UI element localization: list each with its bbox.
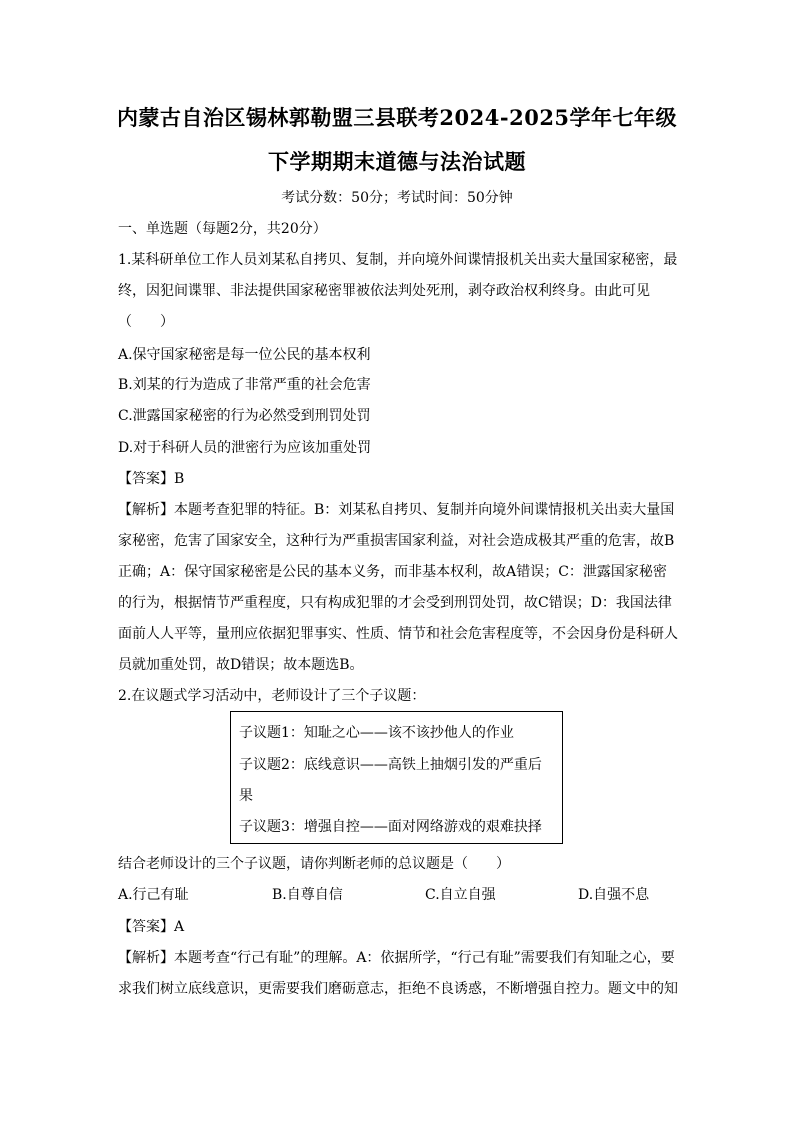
q1-analysis-line: 正确；A：保守国家秘密是公民的基本义务，而非基本权利，故A错误；C：泄露国家秘密 — [118, 564, 667, 580]
q2-analysis-line: 【解析】本题考查“行己有耻”的理解。A：依据所学，“行己有耻”需要我们有知耻之心，要 — [118, 950, 675, 966]
exam-meta: 考试分数：50分；考试时间：50分钟 — [281, 190, 513, 206]
q2-question: 结合老师设计的三个子议题，请你判断老师的总议题是（ ） — [118, 856, 510, 872]
q1-option-c: C.泄露国家秘密的行为必然受到刑罚处罚 — [118, 408, 371, 424]
q2-analysis-line: 求我们树立底线意识，更需要我们磨砺意志，拒绝不良诱惑，不断增强自控力。题文中的知 — [118, 981, 678, 997]
q1-stem-line: 终，因犯间谍罪、非法提供国家秘密罪被依法判处死刑，剥夺政治权利终身。由此可见 — [118, 283, 650, 299]
q1-stem-line: （ ） — [118, 314, 174, 330]
q1-analysis-line: 的行为，根据情节严重程度，只有构成犯罪的才会受到刑罚处罚，故C错误；D：我国法律 — [118, 595, 672, 611]
q2-option-c: C.自立自强 — [425, 887, 496, 903]
q1-option-d: D.对于科研人员的泄密行为应该加重处罚 — [118, 440, 372, 456]
sub-topic-1: 子议题1：知耻之心——该不该抄他人的作业 — [239, 725, 514, 741]
sub-topic-3: 子议题3：增强自控——面对网络游戏的艰难抉择 — [239, 819, 542, 835]
title-line-2: 下学期期末道德与法治试题 — [268, 149, 526, 174]
sub-topics-box — [230, 711, 563, 844]
sub-topic-2: 子议题2：底线意识——高铁上抽烟引发的严重后 — [239, 757, 542, 773]
q1-analysis-line: 【解析】本题考查犯罪的特征。B：刘某私自拷贝、复制并向境外间谍情报机关出卖大量国 — [118, 502, 675, 518]
q2-option-a: A.行己有耻 — [118, 887, 189, 903]
q2-stem: 2.在议题式学习活动中，老师设计了三个子议题： — [118, 688, 426, 704]
sub-topic-2-cont: 果 — [239, 788, 253, 804]
q1-stem-line: 1.某科研单位工作人员刘某私自拷贝、复制，并向境外间谍情报机关出卖大量国家秘密，最 — [118, 252, 678, 268]
q1-analysis-line: 家秘密，危害了国家安全，这种行为严重损害国家利益，对社会造成极其严重的危害，故B — [118, 533, 675, 549]
q1-analysis-line: 员就加重处罚，故D错误；故本题选B。 — [118, 657, 364, 673]
q2-option-d: D.自强不息 — [578, 887, 650, 903]
q2-option-b: B.自尊自信 — [272, 887, 343, 903]
q1-option-b: B.刘某的行为造成了非常严重的社会危害 — [118, 377, 371, 393]
section-heading: 一、单选题（每题2分，共20分） — [118, 221, 327, 237]
q1-analysis-line: 面前人人平等，量刑应依据犯罪事实、性质、情节和社会危害程度等，不会因身份是科研人 — [118, 626, 678, 642]
q2-answer: 【答案】A — [118, 919, 185, 935]
q1-option-a: A.保守国家秘密是每一位公民的基本权利 — [118, 347, 371, 363]
q1-answer: 【答案】B — [118, 471, 185, 487]
title-line-1: 内蒙古自治区锡林郭勒盟三县联考2024-2025学年七年级 — [116, 105, 678, 130]
